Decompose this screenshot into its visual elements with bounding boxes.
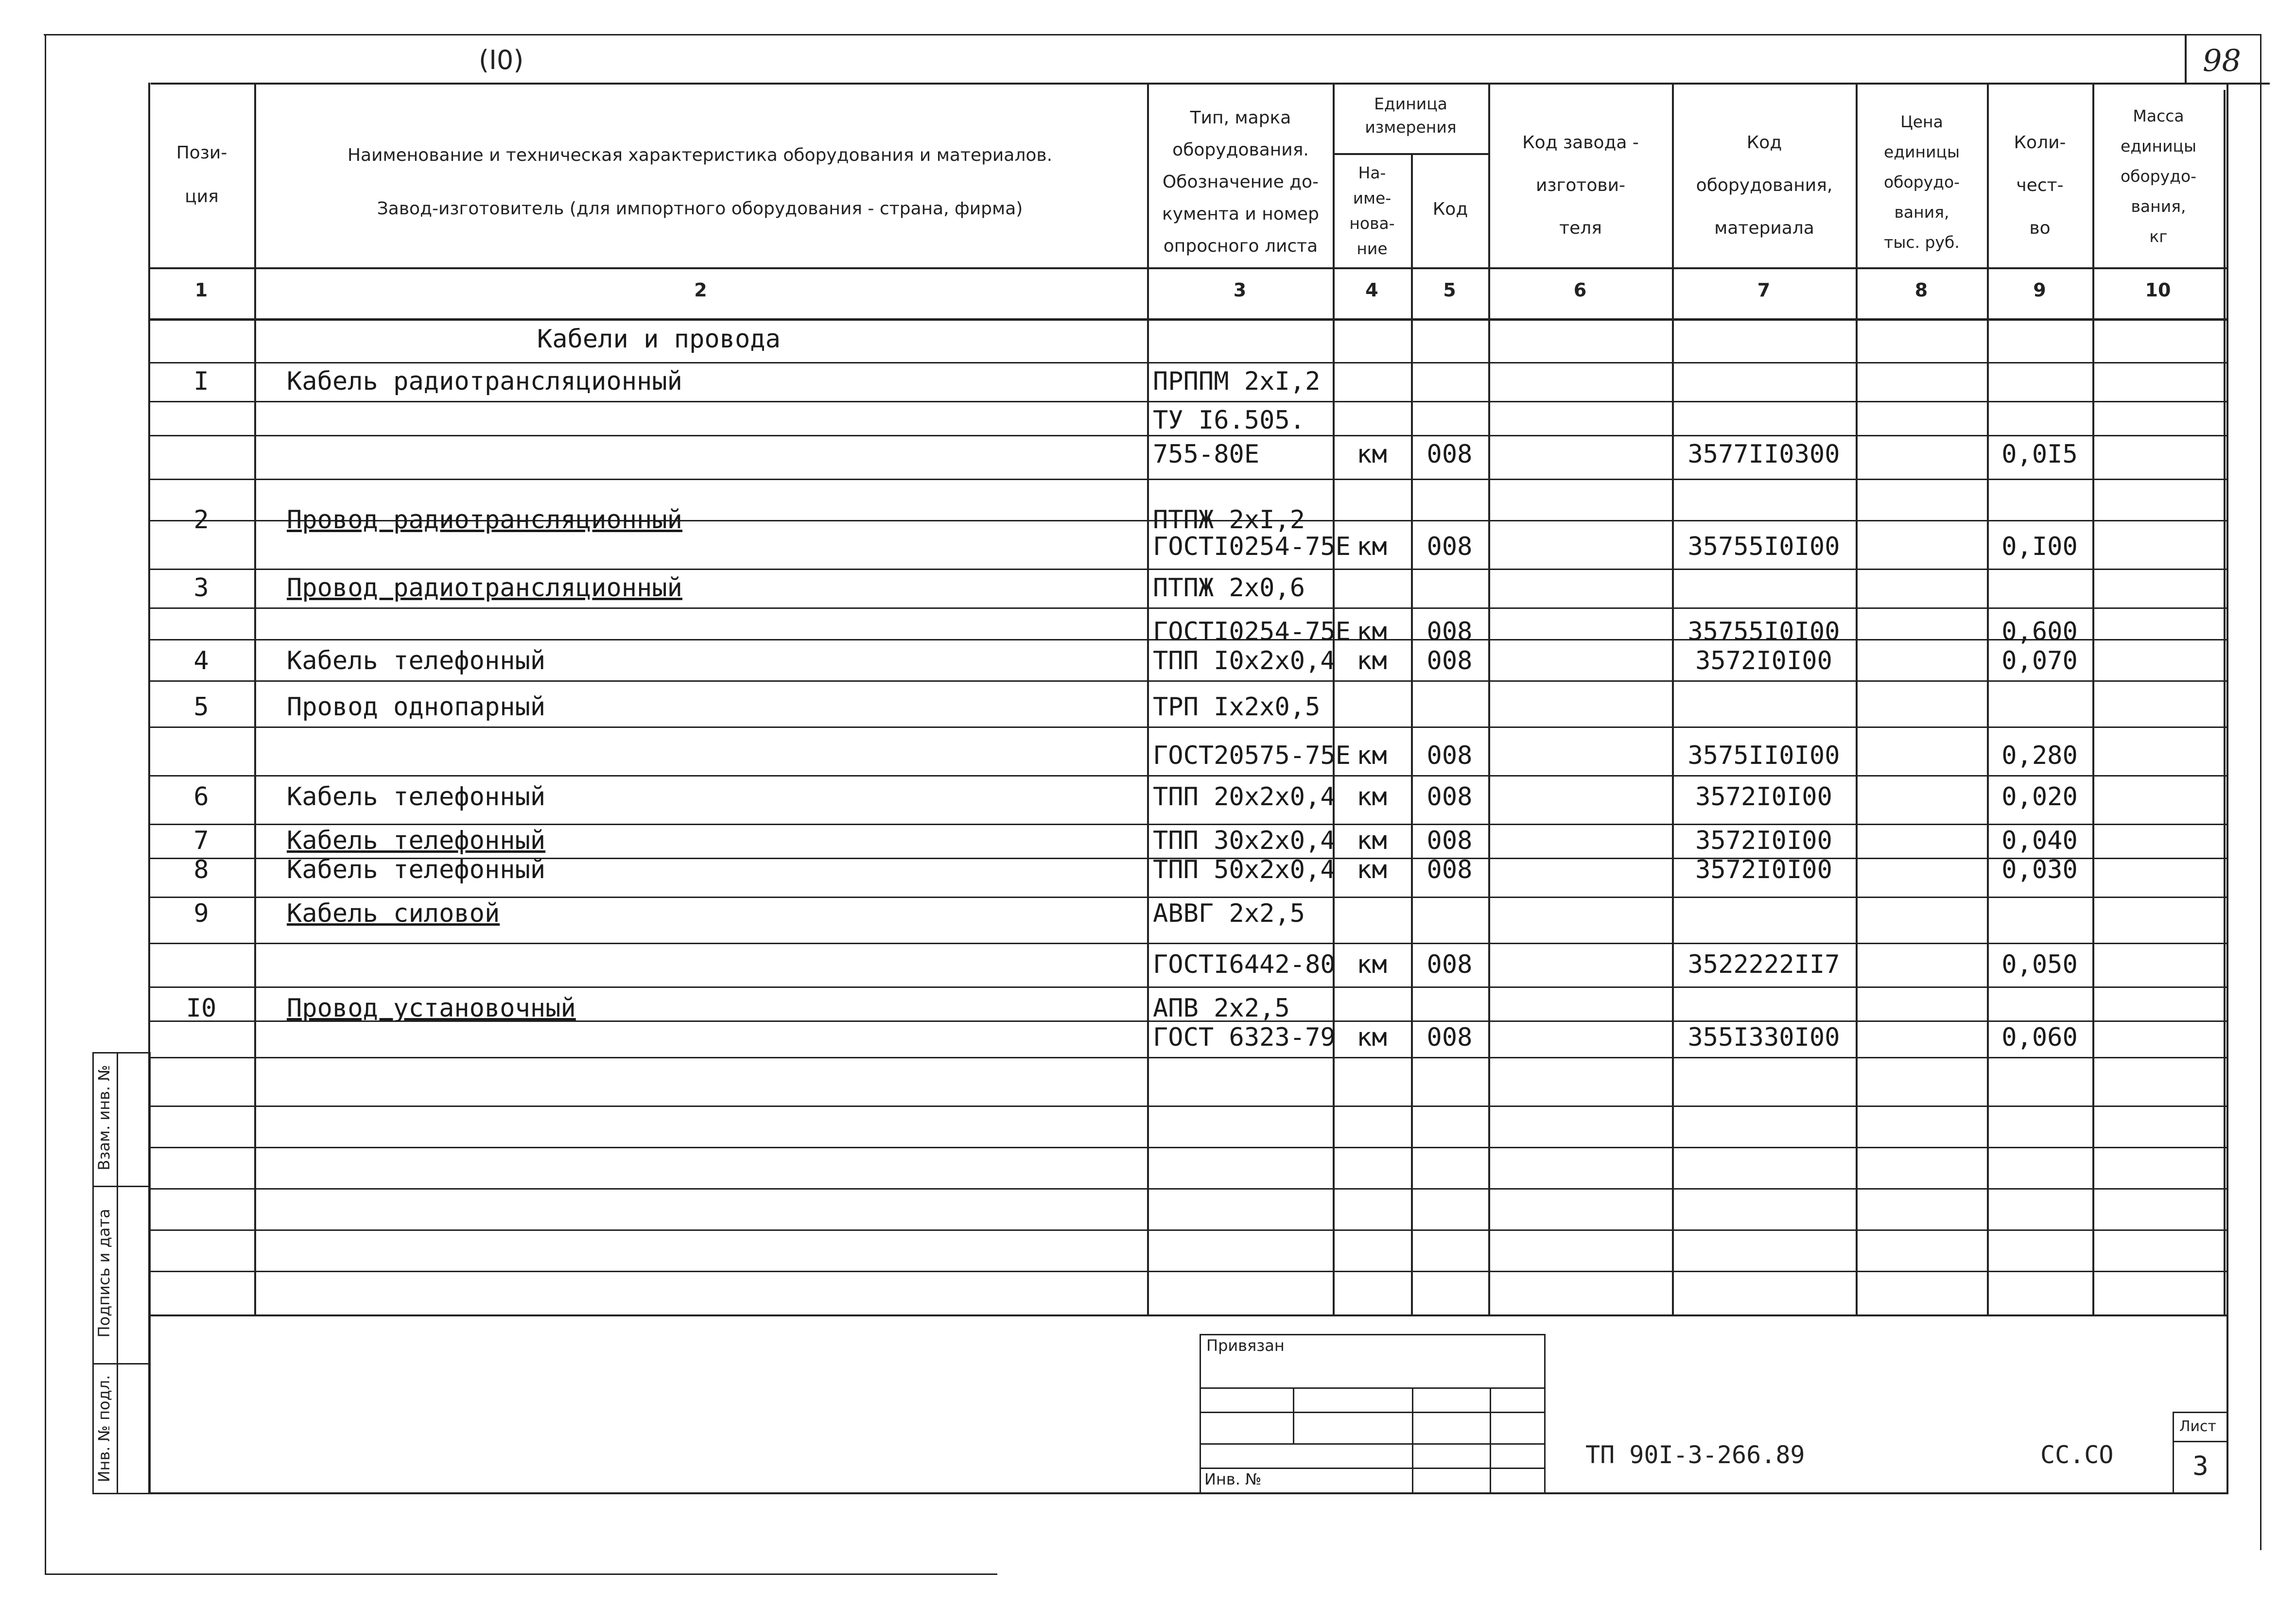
header-text: оборудования, xyxy=(1696,175,1833,195)
header-text: нова- xyxy=(1349,214,1395,233)
cell-unit-code: 008 xyxy=(1426,950,1473,979)
cell-material-code: 35755I0I00 xyxy=(1687,617,1840,646)
list-number: 3 xyxy=(2192,1451,2209,1481)
colnum-1: 1 xyxy=(194,279,208,301)
list-label: Лист xyxy=(2179,1418,2217,1435)
cell-unit-code: 008 xyxy=(1426,826,1473,855)
row-divider xyxy=(148,680,2228,682)
cell-type: ПРППМ 2хI,2 xyxy=(1153,367,1321,396)
row-divider xyxy=(148,479,2228,480)
cell-position: 9 xyxy=(193,899,209,928)
colnum-5: 5 xyxy=(1443,279,1456,301)
cell-unit-name: км xyxy=(1357,1023,1387,1052)
cell-name: Кабель силовой xyxy=(287,899,500,928)
row-divider xyxy=(148,1057,2228,1058)
row-divider xyxy=(148,824,2228,825)
inv-no-label: Инв. № xyxy=(1204,1470,1262,1488)
header-bottom-line xyxy=(148,267,2228,269)
handwritten-page-number: 98 xyxy=(2203,43,2241,78)
side-label-podpis: Подпись и дата xyxy=(95,1209,113,1338)
colnum-4: 4 xyxy=(1365,279,1378,301)
cell-name: Провод однопарный xyxy=(287,692,546,722)
cell-name: Кабель телефонный xyxy=(287,782,546,812)
cell-unit-code: 008 xyxy=(1426,782,1473,812)
side-label-inv-podl: Инв. № подл. xyxy=(95,1375,113,1483)
header-text: оборудо- xyxy=(1883,173,1960,191)
header-text: оборудования. xyxy=(1172,140,1309,160)
header-text: Пози- xyxy=(176,143,227,163)
header-text: име- xyxy=(1353,189,1392,207)
row-divider xyxy=(148,362,2228,363)
cell-type: ГОСТI6442-80 xyxy=(1153,950,1336,979)
page-number-box-left xyxy=(2185,34,2187,85)
cell-position: 2 xyxy=(193,505,209,535)
cell-quantity: 0,030 xyxy=(2001,855,2078,884)
cell-quantity: 0,600 xyxy=(2001,617,2078,646)
header-text: чест- xyxy=(2016,175,2064,195)
cell-unit-name: км xyxy=(1357,532,1387,561)
colnum-8: 8 xyxy=(1914,279,1928,301)
row-divider xyxy=(148,1147,2228,1148)
header-unit-code: Код xyxy=(1432,199,1468,219)
header-text: Тип, марка xyxy=(1190,108,1291,128)
colnum-7: 7 xyxy=(1757,279,1771,301)
cell-unit-code: 008 xyxy=(1426,1023,1473,1052)
cell-unit-code: 008 xyxy=(1426,855,1473,884)
cell-position: 3 xyxy=(193,573,209,603)
cell-type: ПТПЖ 2хI,2 xyxy=(1153,505,1305,535)
cell-type: ТУ I6.505. xyxy=(1153,406,1305,435)
cell-type: ТРП Iх2х0,5 xyxy=(1153,692,1321,722)
cell-name: Провод установочный xyxy=(287,994,576,1023)
cell-unit-name: км xyxy=(1357,646,1387,675)
header-text: Код xyxy=(1746,133,1782,153)
row-divider xyxy=(148,1271,2228,1272)
cell-position: 4 xyxy=(193,646,209,675)
header-text: ние xyxy=(1357,239,1388,258)
outer-top-edge xyxy=(44,34,2260,35)
row-divider xyxy=(148,1106,2228,1107)
header-text: тыс. руб. xyxy=(1884,233,1960,252)
header-text: единицы xyxy=(2120,137,2197,156)
header-text: Наименование и техническая характеристика оборудования и материалов. xyxy=(347,145,1053,165)
row-divider xyxy=(148,1229,2228,1231)
cell-quantity: 0,070 xyxy=(2001,646,2078,675)
cell-type: ТПП I0х2х0,4 xyxy=(1153,646,1336,675)
cell-name: Провод радиотрансляционный xyxy=(287,505,682,535)
header-text: материала xyxy=(1714,218,1814,238)
cell-unit-name: км xyxy=(1357,617,1387,646)
header-name xyxy=(262,129,1137,236)
tb-vline-1 xyxy=(1293,1387,1294,1443)
cell-material-code: 3572I0I00 xyxy=(1695,646,1832,675)
cell-material-code: 3522222II7 xyxy=(1687,950,1840,979)
cell-quantity: 0,040 xyxy=(2001,826,2078,855)
doc-suffix: СС.СО xyxy=(2040,1441,2114,1469)
side-stamp-divider xyxy=(117,1052,118,1494)
cell-unit-code: 008 xyxy=(1426,532,1473,561)
cell-quantity: 0,I00 xyxy=(2001,532,2078,561)
header-material-code xyxy=(1674,121,1855,250)
cell-position: 8 xyxy=(193,855,209,884)
header-text: кумента и номер xyxy=(1162,204,1319,224)
header-text: вания, xyxy=(2131,197,2186,216)
colnum-10: 10 xyxy=(2145,279,2171,301)
cell-name: Кабель телефонный xyxy=(287,855,546,884)
cell-unit-code: 008 xyxy=(1426,617,1473,646)
header-text: вания, xyxy=(1894,203,1949,222)
cell-unit-code: 008 xyxy=(1426,741,1473,770)
cell-quantity: 0,0I5 xyxy=(2001,440,2078,469)
colnum-3: 3 xyxy=(1233,279,1247,301)
unit-subheader-line xyxy=(1333,153,1488,155)
doc-code: ТП 90I-3-266.89 xyxy=(1585,1441,1805,1469)
row-divider xyxy=(148,401,2228,402)
col-line-4 xyxy=(1411,153,1413,1314)
cell-unit-code: 008 xyxy=(1426,440,1473,469)
row-divider xyxy=(148,319,2228,321)
cell-material-code: 3575II0I00 xyxy=(1687,741,1840,770)
outer-right-edge xyxy=(2260,34,2261,1550)
row-divider xyxy=(148,1188,2228,1190)
tb-line-1 xyxy=(1200,1387,1546,1389)
header-text: Завод-изготовитель (для импортного оборудования - страна, фирма) xyxy=(377,199,1023,219)
cell-unit-name: км xyxy=(1357,855,1387,884)
header-text: Коли- xyxy=(2014,133,2066,153)
side-label-zam-inv: Взам. инв. № xyxy=(95,1065,113,1171)
header-text: Обозначение до- xyxy=(1162,172,1319,192)
header-text: теля xyxy=(1559,218,1602,238)
list-box-divider xyxy=(2173,1441,2228,1442)
cell-unit-name: км xyxy=(1357,782,1387,812)
header-text: Код завода - xyxy=(1522,133,1639,153)
header-unit-name xyxy=(1334,160,1410,261)
colnum-6: 6 xyxy=(1573,279,1587,301)
cell-material-code: 3572I0I00 xyxy=(1695,782,1832,812)
row-divider xyxy=(148,607,2228,609)
header-text: во xyxy=(2029,218,2051,238)
cell-quantity: 0,050 xyxy=(2001,950,2078,979)
outer-bottom-edge xyxy=(45,1573,997,1575)
header-text: единицы xyxy=(1883,142,1960,161)
cell-type: АПВ 2х2,5 xyxy=(1153,994,1290,1023)
page-marker: (I0) xyxy=(479,45,524,75)
row-divider xyxy=(148,986,2228,988)
header-unit-group xyxy=(1334,92,1487,139)
tb-vline-3 xyxy=(1490,1387,1491,1494)
cell-position: I0 xyxy=(186,994,217,1023)
header-text: На- xyxy=(1358,163,1386,182)
cell-quantity: 0,060 xyxy=(2001,1023,2078,1052)
cell-position: 5 xyxy=(193,692,209,722)
cell-quantity: 0,020 xyxy=(2001,782,2078,812)
colnum-2: 2 xyxy=(694,279,707,301)
tb-line-4 xyxy=(1200,1468,1546,1469)
tb-line-3 xyxy=(1200,1443,1546,1445)
header-price xyxy=(1858,107,1986,258)
outer-left-edge xyxy=(45,34,46,1574)
cell-material-code: 3577II0300 xyxy=(1687,440,1840,469)
cell-type: 755-80Е xyxy=(1153,440,1260,469)
cell-unit-code: 008 xyxy=(1426,646,1473,675)
row-divider xyxy=(148,569,2228,570)
header-type xyxy=(1149,102,1332,262)
header-position xyxy=(151,131,253,219)
cell-material-code: 3572I0I00 xyxy=(1695,826,1832,855)
cell-name: Кабель телефонный xyxy=(287,826,546,855)
privyazan-label: Привязан xyxy=(1206,1336,1285,1355)
header-text: оборудо- xyxy=(2120,167,2197,186)
section-title: Кабели и провода xyxy=(537,325,781,354)
cell-type: АВВГ 2х2,5 xyxy=(1153,899,1305,928)
row-divider xyxy=(148,943,2228,944)
header-text: Масса xyxy=(2133,106,2184,125)
row-divider xyxy=(148,435,2228,436)
cell-unit-name: км xyxy=(1357,741,1387,770)
cell-position: 6 xyxy=(193,782,209,812)
cell-material-code: 355I330I00 xyxy=(1687,1023,1840,1052)
header-text: измерения xyxy=(1365,118,1457,137)
cell-unit-name: км xyxy=(1357,826,1387,855)
header-text: кг xyxy=(2149,227,2168,246)
row-divider xyxy=(148,1314,2228,1316)
cell-unit-name: км xyxy=(1357,950,1387,979)
cell-position: 7 xyxy=(193,826,209,855)
header-text: Единица xyxy=(1374,94,1447,113)
cell-type: ГОСТI0254-75Е xyxy=(1153,617,1351,646)
cell-type: ГОСТ20575-75Е xyxy=(1153,741,1351,770)
cell-type: ПТПЖ 2х0,6 xyxy=(1153,573,1305,603)
cell-name: Кабель телефонный xyxy=(287,646,546,675)
cell-position: I xyxy=(193,367,209,396)
header-mass xyxy=(2094,101,2223,252)
cell-type: ТПП 20х2х0,4 xyxy=(1153,782,1336,812)
colnum-9: 9 xyxy=(2033,279,2046,301)
cell-material-code: 35755I0I00 xyxy=(1687,532,1840,561)
cell-material-code: 3572I0I00 xyxy=(1695,855,1832,884)
header-text: ция xyxy=(185,187,219,207)
cell-type: ТПП 50х2х0,4 xyxy=(1153,855,1336,884)
header-text: опросного листа xyxy=(1163,236,1318,256)
row-divider xyxy=(148,726,2228,728)
header-text: изготови- xyxy=(1535,175,1626,195)
cell-quantity: 0,280 xyxy=(2001,741,2078,770)
cell-unit-name: км xyxy=(1357,440,1387,469)
header-text: Цена xyxy=(1900,112,1943,131)
row-divider xyxy=(148,775,2228,777)
cell-name: Кабель радиотрансляционный xyxy=(287,367,682,396)
cell-name: Провод радиотрансляционный xyxy=(287,573,682,603)
cell-type: ГОСТ 6323-79 xyxy=(1153,1023,1336,1052)
cell-type: ТПП 30х2х0,4 xyxy=(1153,826,1336,855)
col-line-10 xyxy=(2224,90,2226,1314)
header-quantity xyxy=(1989,121,2091,250)
row-divider xyxy=(148,897,2228,898)
tb-line-2 xyxy=(1200,1412,1546,1413)
header-manufacturer-code xyxy=(1490,121,1671,250)
tb-vline-2 xyxy=(1412,1387,1413,1494)
cell-type: ГОСТI0254-75Е xyxy=(1153,532,1351,561)
